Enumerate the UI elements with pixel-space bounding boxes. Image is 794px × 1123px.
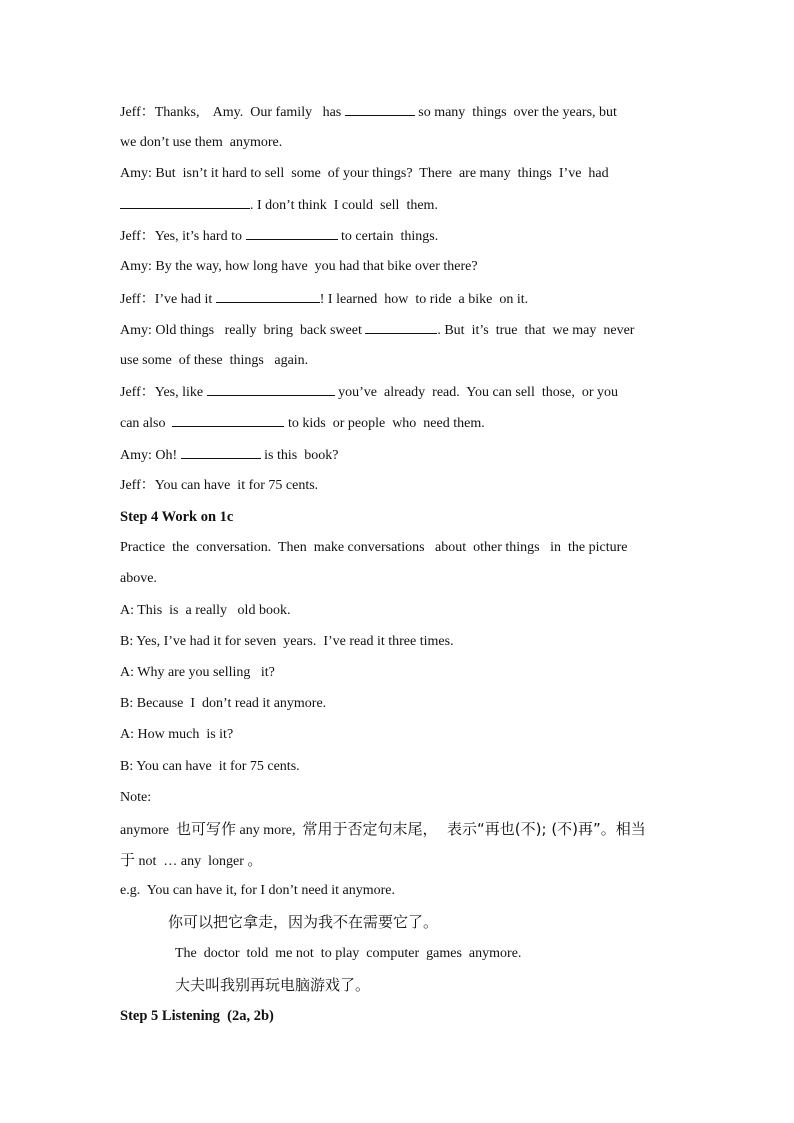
- step5-heading: Step 5 Listening (2a, 2b): [120, 1008, 274, 1024]
- example-en-2: The doctor told me not to play computer games anymore.: [175, 946, 522, 961]
- speaker: Amy:: [120, 323, 156, 338]
- fill-blank[interactable]: [172, 414, 284, 427]
- example-cn-1: 你可以把它拿走，因为我不在需要它了。: [168, 913, 439, 931]
- example-en-1: e.g. You can have it, for I don’t need it anymore.: [120, 883, 396, 898]
- note-label: Note:: [120, 790, 152, 805]
- fill-blank[interactable]: [120, 196, 250, 209]
- fill-blank[interactable]: [181, 446, 261, 459]
- step4-instruction-cont: above.: [120, 571, 157, 586]
- dialogue-line-9: use some of these things again.: [120, 353, 309, 368]
- example-cn-2: 大夫叫我别再玩电脑游戏了。: [175, 976, 371, 994]
- speaker: Amy:: [120, 259, 156, 274]
- conversation-line: B: You can have it for 75 cents.: [120, 759, 300, 774]
- step4-heading: Step 4 Work on 1c: [120, 509, 234, 525]
- speaker: Jeff：: [120, 292, 155, 307]
- speaker: Amy:: [120, 166, 156, 181]
- fill-blank[interactable]: [246, 227, 338, 240]
- dialogue-line-7: Jeff：I’ve had it ! I learned how to ride a bike on it.: [120, 292, 529, 307]
- conversation-line: A: This is a really old book.: [120, 603, 291, 618]
- note-line-2: 于 not … any longer 。: [120, 851, 263, 869]
- dialogue-line-13: Jeff：You can have it for 75 cents.: [120, 478, 319, 493]
- speaker: Jeff：: [120, 105, 155, 120]
- conversation-line: A: Why are you selling it?: [120, 665, 275, 680]
- dialogue-line-6: Amy: By the way, how long have you had that bike over there?: [120, 259, 478, 274]
- dialogue-line-12: Amy: Oh! is this book?: [120, 448, 339, 463]
- dialogue-line-1: Jeff：Thanks, Amy. Our family has so many things over the years, but: [120, 105, 617, 120]
- dialogue-line-4: . I don’t think I could sell them.: [120, 196, 680, 215]
- fill-blank[interactable]: [207, 383, 335, 396]
- speaker: Jeff：: [120, 385, 155, 400]
- conversation-line: B: Because I don’t read it anymore.: [120, 696, 327, 711]
- dialogue-line-5: Jeff：Yes, it’s hard to to certain things.: [120, 229, 439, 244]
- conversation-line: A: How much is it?: [120, 727, 234, 742]
- speaker: Amy:: [120, 448, 156, 463]
- fill-blank[interactable]: [216, 290, 320, 303]
- fill-blank[interactable]: [365, 321, 437, 334]
- speaker: Jeff：: [120, 229, 155, 244]
- note-line-1: anymore 也可写作 any more, 常用于否定句末尾， 表示“再也(不); (不)再”。相当: [120, 820, 646, 838]
- conversation-line: B: Yes, I’ve had it for seven years. I’ve read it three times.: [120, 634, 454, 649]
- dialogue-line-11: can also to kids or people who need them.: [120, 416, 485, 431]
- dialogue-line-2: we don’t use them anymore.: [120, 135, 283, 150]
- step4-instruction: Practice the conversation. Then make conversations about other things in the picture: [120, 540, 628, 555]
- speaker: Jeff：: [120, 478, 155, 493]
- fill-blank[interactable]: [345, 103, 415, 116]
- dialogue-line-10: Jeff：Yes, like you’ve already read. You can sell those, or you: [120, 385, 619, 400]
- dialogue-line-8: Amy: Old things really bring back sweet . But it’s true that we may never: [120, 323, 635, 338]
- dialogue-line-3: Amy: But isn’t it hard to sell some of your things? There are many things I’ve had: [120, 166, 609, 181]
